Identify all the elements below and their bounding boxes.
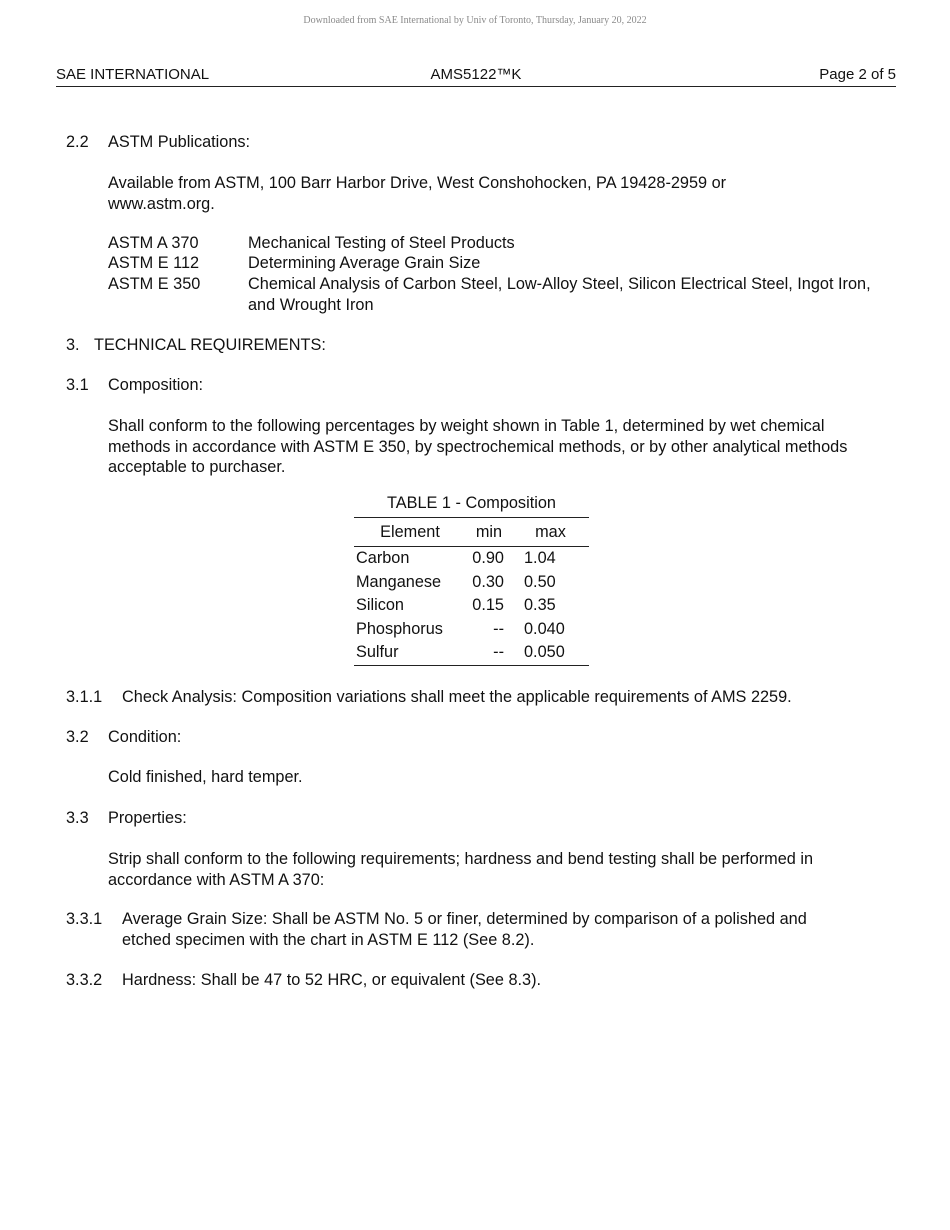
section-3-title: TECHNICAL REQUIREMENTS: bbox=[94, 336, 326, 354]
section-2-2-number: 2.2 bbox=[66, 133, 89, 151]
section-3-1-1-text: Check Analysis: Composition variations shall meet the applicable requirements of AMS 2259. bbox=[122, 688, 792, 706]
section-3-2-number: 3.2 bbox=[66, 728, 89, 746]
column-header-max: max bbox=[512, 518, 589, 547]
table-row bbox=[354, 547, 589, 571]
cell-max: 0.35 bbox=[524, 596, 556, 615]
download-notice: Downloaded from SAE International by Univ of Toronto, Thursday, January 20, 2022 bbox=[303, 15, 647, 26]
ref-code: ASTM E 112 bbox=[108, 254, 200, 272]
cell-min: 0.90 bbox=[472, 549, 504, 568]
column-header-min: min bbox=[466, 518, 512, 547]
cell-element: Sulfur bbox=[354, 641, 466, 665]
table-row bbox=[354, 641, 589, 665]
section-3-number: 3. bbox=[66, 336, 80, 354]
cell-element: Phosphorus bbox=[356, 619, 443, 638]
section-3-3-body: Strip shall conform to the following requirements; hardness and bend testing shall be performed in accordance with ASTM A 370: bbox=[108, 850, 814, 889]
section-3-2-title: Condition: bbox=[108, 728, 182, 746]
cell-min: -- bbox=[466, 641, 512, 665]
ref-code: ASTM E 350 bbox=[108, 275, 201, 293]
section-3-3-1-number: 3.3.1 bbox=[66, 910, 103, 928]
section-3-3-number: 3.3 bbox=[66, 809, 89, 827]
section-3-1-body: Shall conform to the following percentages by weight shown in Table 1, determined by wet chemical methods in accordance with ASTM E 350, by spectrochemical methods, or by other analytical methods acceptable to purchaser. bbox=[108, 417, 848, 476]
ref-description: Chemical Analysis of Carbon Steel, Low-Alloy Steel, Silicon Electrical Steel, Ingot Iron, and Wrought Iron bbox=[248, 275, 871, 314]
section-2-2-title: ASTM Publications: bbox=[108, 133, 251, 151]
cell-max: 0.040 bbox=[524, 619, 565, 638]
header-org: SAE INTERNATIONAL bbox=[56, 66, 210, 83]
page-header bbox=[56, 66, 896, 87]
section-2-2-body: Available from ASTM, 100 Barr Harbor Drive, West Conshohocken, PA 19428-2959 or www.astm.org. bbox=[108, 174, 727, 213]
composition-table-block bbox=[354, 493, 589, 666]
cell-max: 0.050 bbox=[512, 641, 589, 665]
ref-description: Mechanical Testing of Steel Products bbox=[248, 234, 515, 252]
cell-max: 0.50 bbox=[524, 572, 556, 591]
cell-element: Manganese bbox=[356, 572, 442, 591]
cell-min: 0.15 bbox=[472, 596, 504, 615]
ref-description: Determining Average Grain Size bbox=[248, 254, 481, 272]
section-3-3-2-text: Hardness: Shall be 47 to 52 HRC, or equivalent (See 8.3). bbox=[122, 971, 542, 989]
header-page-number: Page 2 of 5 bbox=[819, 66, 896, 83]
section-3-1-number: 3.1 bbox=[66, 376, 89, 394]
cell-min: -- bbox=[493, 619, 504, 638]
section-3-3-title: Properties: bbox=[108, 809, 187, 827]
composition-table bbox=[354, 517, 589, 666]
cell-max: 1.04 bbox=[524, 549, 556, 568]
ref-code: ASTM A 370 bbox=[108, 234, 199, 252]
section-3-3-2-number: 3.3.2 bbox=[66, 971, 103, 989]
table-header-row bbox=[354, 518, 589, 547]
table-row bbox=[354, 594, 589, 618]
table-caption: TABLE 1 - Composition bbox=[387, 494, 556, 512]
column-header-element: Element bbox=[354, 518, 466, 547]
table-row bbox=[354, 618, 589, 642]
cell-element: Silicon bbox=[356, 596, 404, 615]
header-doc-id: AMS5122™K bbox=[430, 66, 522, 83]
section-3-2-body: Cold finished, hard temper. bbox=[108, 768, 303, 786]
section-3-1-1-number: 3.1.1 bbox=[66, 688, 103, 706]
table-row bbox=[354, 571, 589, 595]
section-3-1-title: Composition: bbox=[108, 376, 204, 394]
cell-min: 0.30 bbox=[472, 572, 504, 591]
cell-element: Carbon bbox=[356, 549, 410, 568]
section-3-3-1-text: Average Grain Size: Shall be ASTM No. 5 or finer, determined by comparison of a polished and etched specimen with the chart in ASTM E 112 (See 8.2). bbox=[122, 910, 807, 949]
